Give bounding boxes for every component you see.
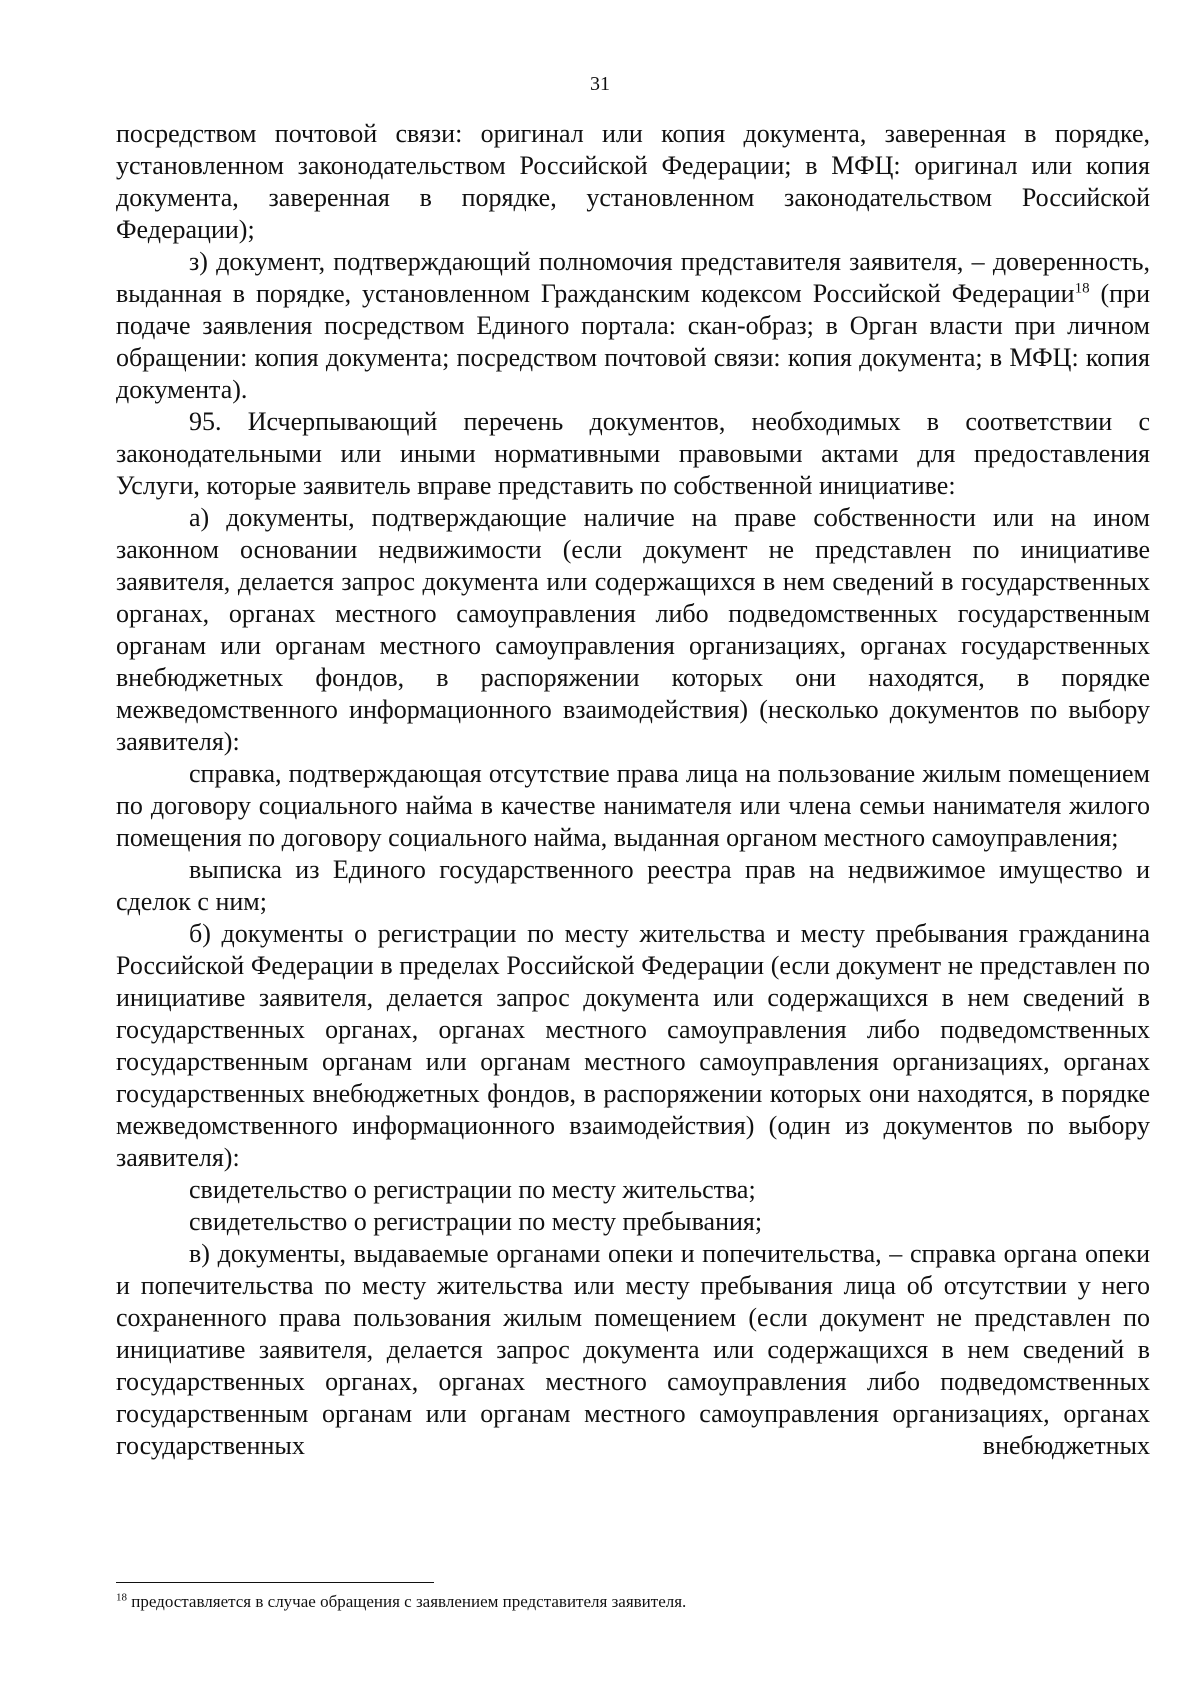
paragraph-residence-certificate: свидетельство о регистрации по месту жительства; [189,1175,756,1204]
paragraph-postal-continuation: посредством почтовой связи: оригинал или копия документа, заверенная в порядке, установленном законодательством Российской Федерации; в МФЦ: оригинал или копия документа, заверенная в порядке, установленном законодательством Российской Федерации); [116,119,1150,244]
paragraph-item-z-text: з) документ, подтверждающий полномочия представителя заявителя, – доверенность, выданная в порядке, установленном Гражданским кодексом Российской Федерации [116,247,1150,308]
paragraph-item-b: б) документы о регистрации по месту жительства и месту пребывания гражданина Российской Федерации в пределах Российской Федерации (если документ не представлен по инициативе заявителя, делается запрос документа или содержащихся в нем сведений в государственных органах, органах местного самоуправления либо подведомственных государственным органам или органам местного самоуправления организациях, органах государственных внебюджетных фондов, в распоряжении которых они находятся, в порядке межведомственного информационного взаимодействия) (один из документов по выбору заявителя): [116,919,1150,1172]
footnote-marker: 18 [116,1591,127,1604]
footnote-separator [116,1582,434,1583]
paragraph-item-a: а) документы, подтверждающие наличие на праве собственности или на ином законном основании недвижимости (если документ не представлен по инициативе заявителя, делается запрос документа или содержащихся в нем сведений в государственных органах, органах местного самоуправления либо подведомственных государственным органам или органам местного самоуправления организациях, органах государственных внебюджетных фондов, в распоряжении которых они находятся, в порядке межведомственного информационного взаимодействия) (несколько документов по выбору заявителя): [116,503,1150,756]
paragraph-registry-extract: выписка из Единого государственного реестра прав на недвижимое имущество и сделок с ним; [116,855,1150,916]
footnote [116,1591,1150,1613]
paragraph-item-v: в) документы, выдаваемые органами опеки и попечительства, – справка органа опеки и попечительства по месту жительства или месту пребывания лица об отсутствии у него сохраненного права пользования жилым помещением (если документ не представлен по инициативе заявителя, делается запрос документа или содержащихся в нем сведений в государственных органах, органах местного самоуправления либо подведомственных государственным органам или органам местного самоуправления организациях, органах государственных внебюджетных [116,1239,1150,1460]
paragraph-item-z-continuation: (при подаче заявления посредством Единого портала: скан-образ; в Орган власти при личном обращении: копия документа; посредством почтовой связи: копия документа; в МФЦ: копия документа). [116,279,1150,404]
paragraph-95: 95. Исчерпывающий перечень документов, необходимых в соответствии с законодательными или иными нормативными правовыми актами для предоставления Услуги, которые заявитель вправе представить по собственной инициативе: [116,407,1150,500]
footnote-text: предоставляется в случае обращения с заявлением представителя заявителя. [127,1592,687,1611]
paragraph-item-z [116,246,1150,406]
footnote-reference: 18 [1074,280,1090,297]
paragraph-housing-certificate: справка, подтверждающая отсутствие права лица на пользование жилым помещением по договору социального найма в качестве нанимателя или члена семьи нанимателя жилого помещения по договору социального найма, выданная органом местного самоуправления; [116,759,1150,852]
paragraph-stay-certificate: свидетельство о регистрации по месту пребывания; [189,1207,763,1236]
document-body [116,118,1150,1462]
page-number: 31 [590,73,610,95]
